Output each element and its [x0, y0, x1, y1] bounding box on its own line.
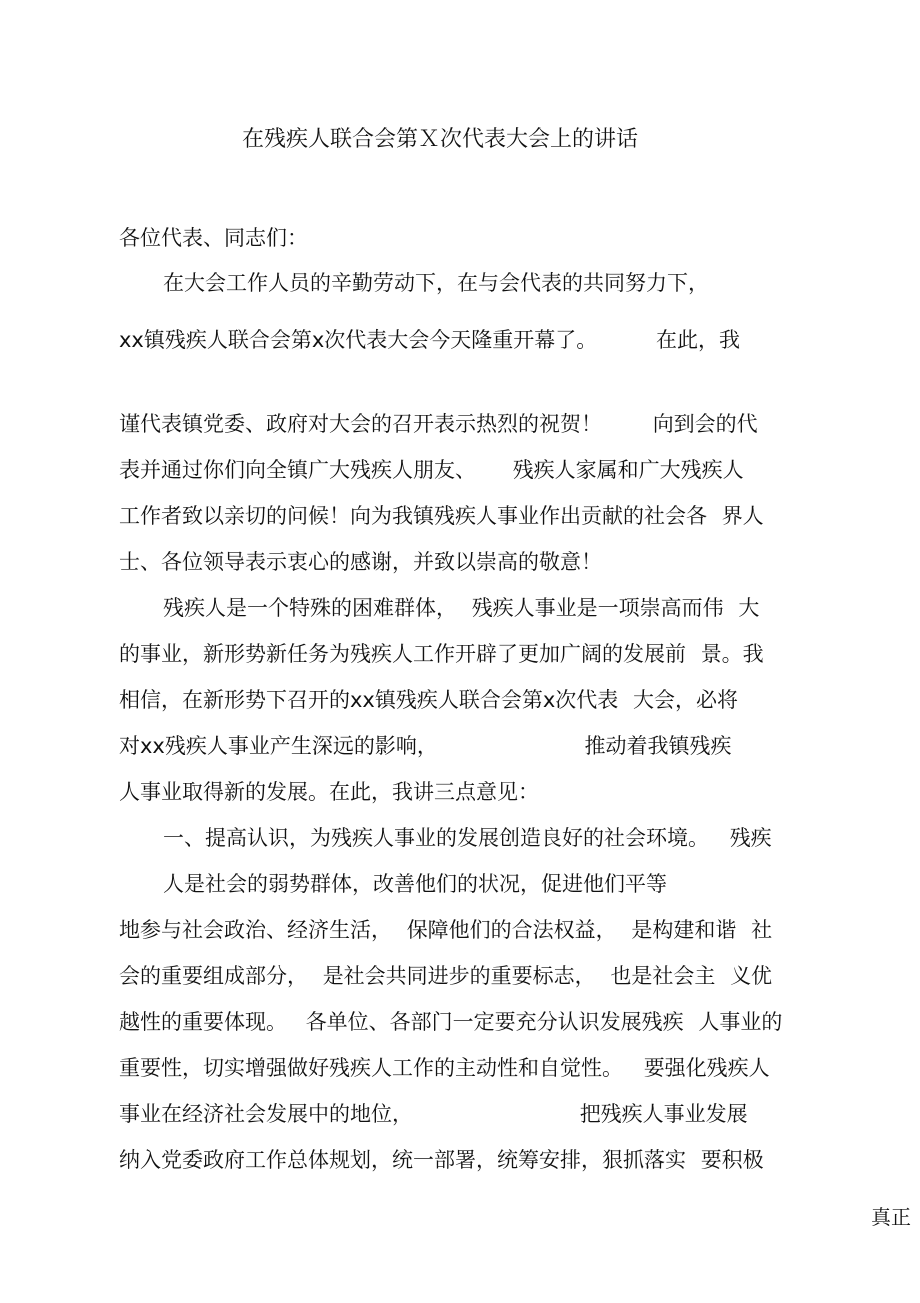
paragraph-line [163, 594, 759, 622]
line-text: 社 [751, 918, 773, 942]
line-text: 人事业取得新的发展。在此，我讲三点意见： [119, 780, 539, 804]
paragraph-line [119, 1008, 782, 1036]
paragraph-line [119, 916, 772, 944]
paragraph-line [119, 640, 764, 668]
line-text: 人是社会的弱势群体，改善他们的状况，促进他们平等 [163, 872, 667, 896]
line-text: 要积极 [700, 1148, 764, 1172]
line-text: 会的重要组成部分， [119, 964, 308, 988]
paragraph-line [119, 962, 772, 990]
line-text: 也是社会主 [610, 964, 716, 988]
paragraph-line [163, 269, 709, 297]
paragraph-line [119, 1146, 764, 1174]
line-text: 人事业的 [698, 1010, 783, 1034]
line-text: 相信，在新形势下召开的xx镇残疾人联合会第x次代表 [119, 688, 619, 712]
paragraph-line [119, 1100, 748, 1128]
line-text: 景。我 [700, 642, 764, 666]
paragraph-line [163, 870, 667, 898]
paragraph-line [119, 224, 308, 252]
line-text: 在此，我 [655, 328, 740, 352]
line-text: 一、提高认识，为残疾人事业的发展创造良好的社会环境。 [163, 826, 709, 850]
line-text: 谨代表镇党委、政府对大会的召开表示热烈的祝贺！ [119, 412, 602, 436]
paragraph-line [119, 326, 740, 354]
line-text: 重要性，切实增强做好残疾人工作的主动性和自觉性。 [119, 1056, 623, 1080]
line-text: 越性的重要体现。 [119, 1010, 287, 1034]
line-text: 各位代表、同志们： [119, 226, 308, 250]
line-text: 表并通过你们向全镇广大残疾人朋友、 [119, 458, 476, 482]
line-text: 保障他们的合法权益， [406, 918, 617, 942]
line-text: 事业在经济社会发展中的地位， [119, 1102, 413, 1126]
line-text: 残疾 [729, 826, 772, 850]
line-text: 对xx残疾人事业产生深远的影响， [119, 734, 438, 758]
line-text: 要强化残疾人 [643, 1056, 770, 1080]
line-text: 残疾人事业是一项崇高而伟 [471, 596, 724, 620]
line-text: 残疾人家属和广大残疾人 [512, 458, 744, 482]
paragraph-line [119, 548, 602, 576]
paragraph-line [119, 732, 732, 760]
line-text: 界人 [721, 504, 764, 528]
line-text: 向到会的代 [652, 412, 758, 436]
line-text: 推动着我镇残疾 [584, 734, 732, 758]
line-text: 地参与社会政治、经济生活， [119, 918, 392, 942]
paragraph-line [163, 824, 772, 852]
line-text: 的事业，新形势新任务为残疾人工作开辟了更加广阔的发展前 [119, 642, 686, 666]
line-text: 残疾人是一个特殊的困难群体， [163, 596, 457, 620]
paragraph-line [119, 778, 539, 806]
paragraph-line [119, 410, 758, 438]
line-text: 士、各位领导表示衷心的感谢，并致以崇高的敬意！ [119, 550, 602, 574]
line-text: 是构建和谐 [631, 918, 737, 942]
paragraph-line [119, 1054, 770, 1082]
line-text: 大会，必将 [632, 688, 738, 712]
line-text: 各单位、各部门一定要充分认识发展残疾 [305, 1010, 684, 1034]
page-continuation-text: 真正 [871, 1205, 911, 1229]
line-text: 义优 [730, 964, 773, 988]
line-text: 纳入党委政府工作总体规划，统一部署，统筹安排，狠抓落实 [119, 1148, 686, 1172]
line-text: 大 [738, 596, 760, 620]
paragraph-line [119, 456, 744, 484]
paragraph-line [119, 686, 738, 714]
line-text: 在大会工作人员的辛勤劳动下，在与会代表的共同努力下， [163, 271, 709, 295]
document-title: 在残疾人联合会第Ｘ次代表大会上的讲话 [241, 127, 638, 152]
line-text: 是社会共同进步的重要标志， [322, 964, 596, 988]
line-text: 工作者致以亲切的问候！向为我镇残疾人事业作出贡献的社会各 [119, 504, 707, 528]
line-text: 把残疾人事业发展 [579, 1102, 748, 1126]
paragraph-line [119, 502, 764, 530]
line-text: xx镇残疾人联合会第x次代表大会今天隆重开幕了。 [119, 328, 598, 352]
